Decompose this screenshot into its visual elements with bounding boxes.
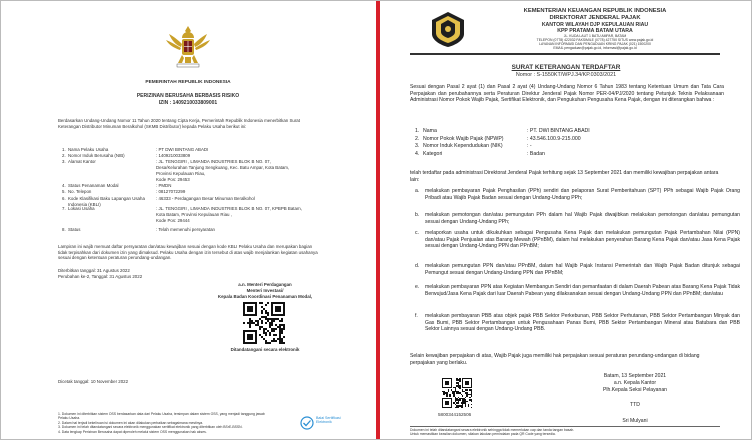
certificate-title: SURAT KETERANGAN TERDAFTAR bbox=[511, 64, 621, 71]
obligation-text: melakukan pemungutan PPN dan/atau PPnBM, dalam hal Wajib Pajak Instansi Pemerintah dan Wajib Pajak Badan ditunjuk sebagai Pemungut sesuai dengan Undang-Undang PPN dan PPnBM; bbox=[425, 263, 740, 276]
permit-field-value: Kota Batam, Provinsi Kepulauan Riau , bbox=[156, 212, 232, 217]
rights-note: Selain kewajiban perpajakan di atas, Wajib Pajak juga memiliki hak perpajakan sesuai peraturan perundang-undangan di bidang perpajakan yang berlaku. bbox=[410, 353, 700, 366]
permit-electronic-signature: Ditandatangani secara elektronik bbox=[230, 347, 300, 352]
office-address-4: EMAIL pengaduan@pajak.go.id, informasi@pajak.go.id bbox=[553, 46, 637, 50]
permit-field-value: : PT DWI BINTANG ABADI bbox=[156, 147, 209, 152]
permit-footnote: 1. Dokumen ini diterbitkan sistem OSS berdasarkan data dari Pelaku Usaha, tersimpan dalam sistem OSS, yang menjadi tanggung jawab bbox=[58, 412, 265, 416]
permit-field-label: Alamat Kantor bbox=[68, 159, 96, 164]
footnote-2: Untuk memastikan keaslian dokumen, silakan lakukan pemindaian pada QR Code yang tersedia. bbox=[410, 432, 556, 436]
permit-sign-line2: Kepala Badan Koordinasi Penanaman Modal, bbox=[217, 294, 313, 299]
office-address-1: JL. KUDA LAUT 1 BATU AMPAR, BATAM bbox=[563, 34, 627, 38]
obligation-letter: d. bbox=[415, 263, 420, 269]
permit-field-label: Status bbox=[68, 227, 81, 232]
permit-field-number: 6. bbox=[62, 196, 66, 201]
permit-field-value: : PMDN bbox=[156, 183, 172, 188]
permit-field-number: 2. bbox=[62, 153, 66, 158]
permit-field-label: Lokasi Usaha bbox=[68, 206, 95, 211]
permit-field-value: Kode Pos: 29444 bbox=[156, 218, 190, 223]
permit-printed-date: Dicetak tanggal: 10 November 2022 bbox=[58, 379, 129, 384]
obligation-text: melakukan pembayaran PBB atas objek pajak PBB Sektor Perkebunan, PBB Sektor Perhutanan, PBB Sektor Pertambangan Minyak dan Gas Bumi, PBB Sektor Pertambangan untuk Pengusahaan Panas Bumi, PBB Sektor Pertambangan Mineral atau Batubara dan PBB Sektor Lainnya sesuai dengan Undang-Undang PBB. bbox=[425, 313, 740, 332]
taxpayer-field-label: Nama bbox=[423, 128, 437, 134]
permit-field-value: : JL. TENGGIRI , LIMANDA INDUSTRIES BLOK B NO. 07, KPBPB Batam, bbox=[156, 206, 302, 211]
obligation-letter: f. bbox=[415, 313, 418, 319]
taxpayer-field-value: : - bbox=[527, 143, 532, 150]
permit-footnote: 4. Data lengkap Perizinan Berusaha dapat diperoleh melalui sistem OSS menggunakan hak akses. bbox=[58, 429, 207, 434]
obligation-text: melakukan pembayaran Pajak Penghasilan (PPh) sendiri dan pelaporan Surat Pemberitahuan (SPT) PPh sebagai Wajib Pajak Orang Pribadi atau Wajib Pajak Badan sesuai dengan Undang-Undang PPh; bbox=[425, 188, 740, 201]
permit-revision-date: Perubahan ke-2, Tanggal: 31 Agustus 2022 bbox=[58, 274, 143, 279]
obligation-letter: e. bbox=[415, 284, 420, 290]
permit-intro: Berdasarkan Undang-Undang Nomor 11 Tahun 2020 tentang Cipta Kerja, Pemerintah Republik Indonesia menerbitkan Surat Keterangan Distributor Minuman Beralkohol (SKMB Distributor) kepada Pelaku Usaha berikut ini: bbox=[58, 118, 300, 129]
permit-field-value: : Telah memenuhi persyaratan bbox=[156, 227, 215, 232]
permit-field-value: : 08127072299 bbox=[156, 189, 186, 194]
place-date: Batam, 13 September 2021 bbox=[603, 373, 667, 379]
permit-title: PERIZINAN BERUSAHA BERBASIS RISIKO bbox=[136, 93, 240, 99]
permit-field-number: 4. bbox=[62, 183, 66, 188]
certificate-number: Nomor : S-1550KT/WPJ.34/KP.0303/2021 bbox=[515, 72, 617, 78]
regional-office-heading: KANTOR WILAYAH DJP KEPULAUAN RIAU bbox=[541, 22, 649, 28]
permit-footnote: 2. Dalam hal terjadi kekeliruan isi dokumen ini akan dilakukan perbaikan sebagaimana mestinya. bbox=[58, 420, 204, 425]
permit-field-number: 7. bbox=[62, 206, 66, 211]
footnote-1: Dokumen ini telah ditandatangani secara elektronik sehingga tidak memerlukan cap dan tanda tangan basah. bbox=[410, 428, 575, 432]
sign-ttd: TTD bbox=[630, 402, 640, 408]
permit-footnote: Pelaku Usaha. bbox=[58, 416, 81, 421]
sign-an: a.n. Kepala Kantor bbox=[613, 380, 657, 386]
permit-field-label: Status Penanaman Modal bbox=[68, 183, 119, 188]
qr-number: 5800344152506 bbox=[438, 412, 472, 417]
taxpayer-field-label: Nomor Induk Kependudukan (NIK) bbox=[423, 143, 503, 150]
obligation-text: melakukan pembayaran PPN atas Kegiatan Membangun Sendiri dan pemanfaatan di dalam Daerah Pabean atas Barang Kena Pajak Tidak Berwujud/Jasa Kena Pajak dari luar Daerah Pabean yang dilaksanakan sesuai dengan Undang-Undang PPN dan PPnBM; dan/atau bbox=[425, 284, 740, 297]
permit-sign-an: a.n. Menteri Perdagangan bbox=[238, 282, 292, 287]
ministry-heading: KEMENTERIAN KEUANGAN REPUBLIK INDONESIA bbox=[523, 8, 667, 14]
permit-field-number: 3. bbox=[62, 159, 66, 164]
permit-field-label: Nama Pelaku Usaha bbox=[68, 147, 109, 152]
certificate-intro: Sesuai dengan Pasal 2 ayat (1) dan Pasal 2 ayat (4) Undang-Undang Nomor 6 Tahun 1983 tentang Ketentuan Umum dan Tata Cara Perpajakan dan perubahannya serta Peraturan Direktur Jenderal Pajak Nomor PER-04/PJ/2020 tentang Petunjuk Teknis Pelaksanaan Administrasi Nomor Pokok Wajib Pajak, Sertifikat Elektronik, dan Pengukuhan Pengusaha Kena Pajak, dengan ini diterangkan bahwa : bbox=[410, 84, 724, 104]
taxpayer-field-value: : 43.546.100.9-215.000 bbox=[527, 135, 581, 142]
taxpayer-field-value: : Badan bbox=[527, 150, 545, 157]
permit-field-label: Kode Klasifikasi Baku Lapangan Usaha Indonesia (KBLI) bbox=[68, 196, 145, 207]
office-address-3: LAYANAN INFORMASI DAN PENGADUAN KRING PAJAK (021) 1500200 bbox=[539, 42, 651, 46]
permit-field-value: Kode Pos: 29453 bbox=[156, 177, 190, 182]
permit-field-number: 8. bbox=[62, 227, 66, 232]
taxpayer-field-number: 4. bbox=[415, 150, 420, 157]
obligation-text: melakukan pemotongan dan/atau pemungutan PPh dalam hal Wajib Pajak diwajibkan melakukan pemotongan dan/atau pemungutan sesuai dengan Undang-Undang PPh; bbox=[425, 212, 740, 225]
permit-field-value: : JL. TENGGIRI , LIMANDA INDUSTRIES BLOK B NO. 07, bbox=[156, 159, 271, 164]
taxpayer-field-number: 1. bbox=[415, 128, 420, 134]
permit-field-number: 5. bbox=[62, 189, 66, 194]
permit-field-label: No. Telepon bbox=[68, 189, 92, 194]
permit-field-value: Desa/Kelurahan Tanjung Sengkuang, Kec. Batu Ampar, Kota Batam, bbox=[156, 165, 290, 170]
permit-issued-date: Diterbitkan tanggal: 31 Agustus 2022 bbox=[58, 268, 130, 273]
permit-field-number: 1. bbox=[62, 147, 66, 152]
directorate-heading: DIREKTORAT JENDERAL PAJAK bbox=[549, 15, 641, 21]
permit-field-label: Nomor Induk Berusaha (NIB) bbox=[68, 153, 125, 158]
signer-name: Sri Mulyani bbox=[622, 418, 648, 424]
bsre-label: Balai Sertifikasi Elektronik bbox=[316, 416, 341, 425]
tax-office-heading: KPP PRATAMA BATAM UTARA bbox=[557, 28, 633, 34]
permit-field-value: Provinsi Kepulauan Riau, bbox=[156, 171, 206, 176]
taxpayer-field-number: 3. bbox=[415, 143, 420, 150]
permit-number: IZIN : 1409210033809001 bbox=[158, 100, 218, 106]
office-address-2: TELEPON (0778) 422032 FAKSIMILE (0778) 427750 SITUS www.pajak.go.id bbox=[536, 38, 654, 42]
obligation-text: melaporkan usaha untuk dikukuhkan sebagai Pengusaha Kena Pajak dan melakukan pemungutan Pajak Pertambahan Nilai (PPN) dan/atau Pajak Penjualan atas Barang Mewah (PPnBM), dalam hal melakukan penyerahan Barang Kena Pajak dan/atau Jasa Kena Pajak sesuai dengan Undang-Undang PPN dan PPnBM; bbox=[425, 230, 740, 249]
obligation-letter: c. bbox=[415, 230, 419, 236]
permit-footnote: 3. Dokumen ini telah ditandatangani secara elektronik menggunakan sertifikat elektronik yang diterbitkan oleh BSrE-BSSN. bbox=[58, 425, 243, 430]
taxpayer-field-number: 2. bbox=[415, 135, 420, 142]
taxpayer-field-label: Nomor Pokok Wajib Pajak (NPWP) bbox=[423, 135, 504, 142]
taxpayer-field-label: Kategori bbox=[423, 150, 443, 157]
permit-attachment-note: Lampiran ini wajib memuat daftar persyaratan dan/atau kewajiban sesuai dengan kode KBLI Pelaku Usaha dan merupakan bagian tidak terpisahkan dari dokumen izin yang dimaksud. Pelaku Usaha dengan izin tersebut di atas wajib menjalankan kegiatan usahanya sesuai dengan ketentuan peraturan perundang-undangan. bbox=[58, 244, 318, 261]
republic-heading: PEMERINTAH REPUBLIK INDONESIA bbox=[145, 80, 231, 85]
obligation-letter: a. bbox=[415, 188, 420, 194]
sign-role: Plh.Kepala Seksi Pelayanan bbox=[603, 387, 667, 393]
permit-sign-line1: Menteri Investasi/ bbox=[246, 288, 284, 293]
permit-field-value: : 46333 - Perdagangan Besar Minuman Beralkohol bbox=[156, 196, 255, 201]
permit-field-value: : 1409210033809 bbox=[156, 153, 191, 158]
obligation-letter: b. bbox=[415, 212, 420, 218]
obligations-intro: telah terdaftar pada administrasi Direktorat Jenderal Pajak terhitung sejak 13 September 2021 dan memiliki kewajiban perpajakan antara lain: bbox=[410, 170, 719, 183]
taxpayer-field-value: : PT. DWI BINTANG ABADI bbox=[527, 128, 590, 134]
